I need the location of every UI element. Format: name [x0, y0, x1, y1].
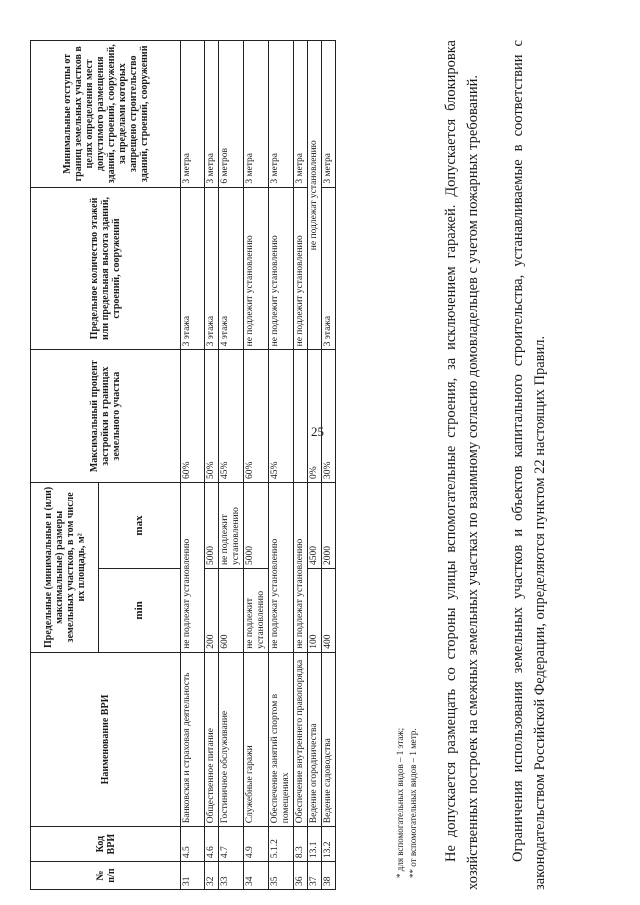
cell-pct: 30% [322, 350, 336, 483]
cell-setback: 3 метра [294, 41, 308, 188]
cell-max: 4500 [308, 482, 322, 568]
cell-max: 5000 [244, 482, 269, 568]
paragraph: Ограничения использования земельных участков и объектов капитального строительства, устанавливаемые в соответствии с законодательством Российской Федерации, определяются пунктом 22 настоящих Правил. [509, 40, 548, 890]
cell-code: 13.1 [308, 827, 322, 862]
cell-tail-span: не подлежат установлению [308, 41, 322, 350]
cell-name: Гостиничное обслуживание [219, 652, 244, 826]
cell-code: 13.2 [322, 827, 336, 862]
table-row [205, 41, 219, 890]
cell-num: 38 [322, 862, 336, 890]
cell-setback: 3 метра [205, 41, 219, 188]
cell-pct: 50% [205, 350, 219, 483]
cell-max: 5000 [205, 482, 219, 568]
cell-floors: не подлежит установлению [269, 187, 294, 350]
cell-pct: 45% [269, 350, 294, 483]
cell-num: 33 [219, 862, 244, 890]
table-row [244, 41, 269, 890]
cell-max: 2000 [322, 482, 336, 568]
footnote: * для вспомогательных видов – 1 этаж; [395, 727, 405, 878]
header-name: Наименование ВРИ [31, 652, 181, 826]
cell-name: Обеспечение занятий спортом в помещениях [269, 652, 294, 826]
cell-floors: 3 этажа [205, 187, 219, 350]
cell-num: 31 [181, 862, 205, 890]
table-row [219, 41, 244, 890]
cell-name: Обеспечение внутреннего правопорядка [294, 652, 308, 826]
cell-min: 600 [219, 569, 244, 653]
cell-floors: не подлежит установлению [244, 187, 269, 350]
cell-setback: 3 метра [181, 41, 205, 188]
cell-code: 4.9 [244, 827, 269, 862]
cell-max: не подлежит установлению [219, 482, 244, 568]
cell-area-span: не подлежат установлению [269, 482, 294, 652]
cell-min: 100 [308, 569, 322, 653]
header-code: Код ВРИ [31, 827, 181, 862]
header-max: max [99, 482, 181, 568]
cell-min: 400 [322, 569, 336, 653]
table-row [269, 41, 294, 890]
cell-name: Банковская и страховая деятельность [181, 652, 205, 826]
cell-setback: 3 метра [244, 41, 269, 188]
header-min: min [99, 569, 181, 653]
cell-floors: 4 этажа [219, 187, 244, 350]
cell-code: 4.7 [219, 827, 244, 862]
rotated-content [30, 30, 630, 890]
cell-name: Ведение садоводства [322, 652, 336, 826]
header-build-pct: Максимальный процент застройки в границах земельного участка [31, 350, 181, 483]
cell-pct: 0% [308, 350, 322, 483]
cell-num: 36 [294, 862, 308, 890]
footnotes [394, 728, 420, 878]
table-row [181, 41, 205, 890]
cell-floors: 3 этажа [181, 187, 205, 350]
cell-pct: 60% [181, 350, 205, 483]
cell-setback: 3 метра [269, 41, 294, 188]
header-floors: Предельное количество этажей или предельная высота зданий, строений, сооружений [31, 187, 181, 350]
table-row [308, 41, 322, 890]
table-row [294, 41, 308, 890]
cell-num: 34 [244, 862, 269, 890]
cell-area-span: не подлежат установлению [294, 482, 308, 652]
cell-pct [294, 350, 308, 483]
page-number: 25 [311, 424, 324, 439]
cell-min: не подлежит установлению [244, 569, 269, 653]
cell-min: 200 [205, 569, 219, 653]
cell-num: 35 [269, 862, 294, 890]
cell-name: Служебные гаражи [244, 652, 269, 826]
cell-floors: не подлежит установлению [294, 187, 308, 350]
cell-code: 5.1.2 [269, 827, 294, 862]
header-area: Предельные (минимальные и (или) максимальные) размеры земельных участков, в том числе их площадь, м² [31, 482, 99, 652]
header-setbacks: Минимальные отступы от границ земельных участков в целях определения мест допустимого размещения зданий, строений, сооружений, за пределами которых запрещено строительство зданий, строений, сооружений [31, 41, 181, 188]
cell-area-span: не подлежат установлению [181, 482, 205, 652]
cell-pct: 60% [244, 350, 269, 483]
cell-setback: 6 метров [219, 41, 244, 188]
cell-pct: 45% [219, 350, 244, 483]
cell-num: 32 [205, 862, 219, 890]
cell-name: Ведение огородничества [308, 652, 322, 826]
header-num: № п/п [31, 862, 181, 890]
cell-code: 8.3 [294, 827, 308, 862]
cell-code: 4.6 [205, 827, 219, 862]
cell-code: 4.5 [181, 827, 205, 862]
cell-name: Общественное питание [205, 652, 219, 826]
cell-num: 37 [308, 862, 322, 890]
cell-setback: 3 метра [322, 41, 336, 188]
cell-floors: 3 этажа [322, 187, 336, 350]
regulations-table [30, 40, 336, 890]
table-row [322, 41, 336, 890]
paragraph: Не допускается размещать со стороны улицы вспомогательные строения, за исключением гаражей. Допускается блокировка хозяйственных построек на смежных земельных участках по взаимному согласию домовладельцев с учетом пожарных требований. [442, 40, 481, 890]
footnote: ** от вспомогательных видов – 1 метр. [408, 728, 418, 878]
